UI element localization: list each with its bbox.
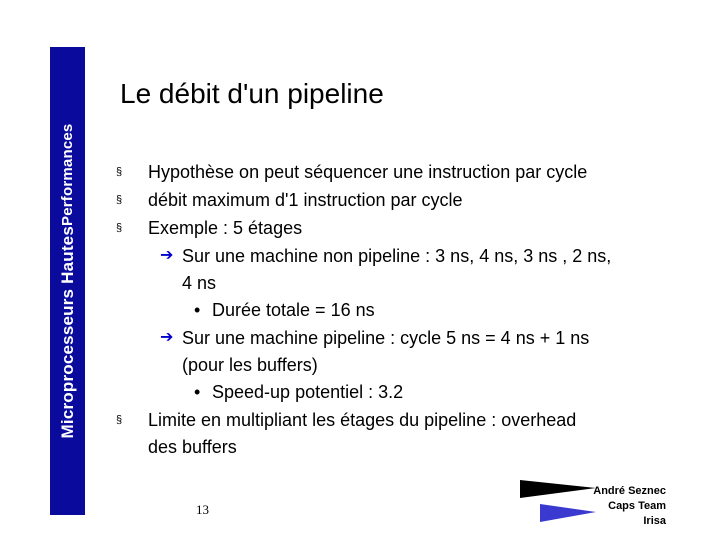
detail-item [116,296,676,324]
bullet-marker: § [116,414,123,426]
bullet-text: Exemple : 5 étages [148,218,303,238]
bullet-text: Limite en multipliant les étages du pipeline : overhead [148,410,577,430]
bullet-text: débit maximum d'1 instruction par cycle [148,190,463,210]
detail-text: Speed-up potentiel : 3.2 [212,382,404,402]
team-pennant-logo-icon [518,478,598,524]
arrow-right-icon: ➔ [160,329,174,346]
sub-bullet-text: Sur une machine non pipeline : 3 ns, 4 ns, 3 ns , 2 ns, [182,246,612,266]
arrow-right-icon: ➔ [160,247,174,264]
author-org: Irisa [643,515,666,527]
detail-marker: • [194,382,201,402]
bullet-marker: § [116,194,123,206]
bullet-marker: § [116,222,123,234]
author-team: Caps Team [608,500,666,512]
detail-text: Durée totale = 16 ns [212,300,375,320]
detail-item [116,378,676,406]
bullet-item [116,186,676,214]
sub-bullet-item [116,324,676,378]
slide-title: Le débit d'un pipeline [120,78,384,109]
sidebar-title-main: Microprocesseurs Hautes [57,226,77,439]
author-block [593,484,666,529]
bullet-marker: § [116,166,123,178]
bullet-item [116,158,676,186]
sidebar-title-small: Performances [59,123,76,226]
bullet-item [116,406,676,460]
slide-content [116,158,676,460]
author-name: André Seznec [593,485,666,497]
bullet-item [116,214,676,242]
sub-bullet-item [116,242,676,296]
detail-marker: • [194,300,201,320]
bullet-text: Hypothèse on peut séquencer une instruction par cycle [148,162,588,182]
sub-bullet-text-continued: (pour les buffers) [182,355,318,375]
sidebar-banner [50,47,85,515]
bullet-text-continued: des buffers [148,437,237,457]
sub-bullet-text-continued: 4 ns [182,273,217,293]
logo-top-pennant [520,480,596,498]
logo-bottom-pennant [540,504,596,522]
sidebar-title [50,47,85,515]
sub-bullet-text: Sur une machine pipeline : cycle 5 ns = 4 ns + 1 ns [182,328,590,348]
page-number: 13 [196,502,209,517]
